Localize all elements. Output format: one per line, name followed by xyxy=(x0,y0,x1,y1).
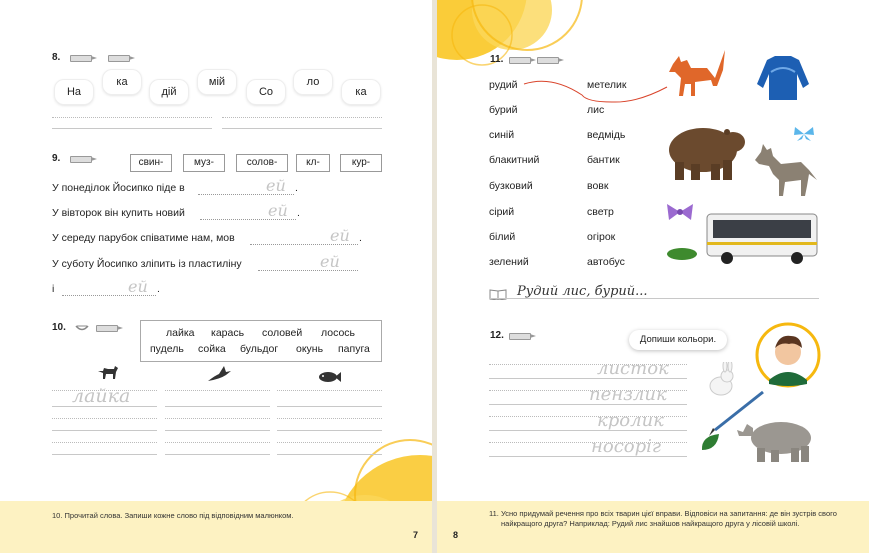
writing-line xyxy=(277,390,382,391)
color-word: сірий xyxy=(489,206,515,218)
sentence-period: . xyxy=(297,207,300,219)
writing-line xyxy=(165,418,270,419)
writing-line xyxy=(52,442,157,443)
page-number: 8 xyxy=(453,530,459,540)
ex11-number: 11. xyxy=(490,54,504,65)
bus-image xyxy=(703,208,821,266)
syllable-box: солов- xyxy=(236,154,288,172)
page-number: 7 xyxy=(413,530,419,540)
object-word: светр xyxy=(587,206,614,218)
pencil-icon xyxy=(96,325,118,332)
writing-line xyxy=(489,298,819,299)
footer-instruction-line1: 11. Усно придумай речення про всіх тварин цієї вправи. Відповіси на запитання: де він зустрів свого xyxy=(489,509,837,518)
handwritten-word: кролик xyxy=(597,410,664,431)
sentence-period: . xyxy=(157,283,160,295)
color-word: бурий xyxy=(489,104,518,116)
handwritten-example: Рудий лис, бурий... xyxy=(517,284,648,299)
writing-line xyxy=(277,454,382,455)
writing-line xyxy=(277,418,382,419)
syllable-box: муз- xyxy=(183,154,225,172)
dog-icon xyxy=(95,363,119,383)
sentence-period: . xyxy=(359,232,362,244)
writing-line xyxy=(52,430,157,431)
footer-instruction-line2: найкращого друга? Наприклад: Рудий лис знайшов найкращого друга у лісовій школі. xyxy=(501,519,800,528)
boy-avatar xyxy=(755,322,821,388)
writing-line xyxy=(165,430,270,431)
object-word: лис xyxy=(587,104,605,116)
pencil-icon xyxy=(108,55,130,62)
color-word: синій xyxy=(489,129,515,141)
wolf-image xyxy=(751,140,819,198)
writing-line xyxy=(165,442,270,443)
handwritten-sample: лайка xyxy=(72,385,131,407)
writing-line xyxy=(222,128,382,129)
word: папуга xyxy=(338,343,370,355)
object-word: автобус xyxy=(587,256,625,268)
pencil-icon xyxy=(509,333,531,340)
object-word: огірок xyxy=(587,231,616,243)
handwritten-ending: ей xyxy=(128,277,148,296)
handwritten-ending: ей xyxy=(268,201,288,220)
syllable-card: мій xyxy=(198,70,236,94)
page-footer xyxy=(437,501,869,553)
word: сойка xyxy=(198,343,226,355)
fox-image xyxy=(665,40,727,102)
word: соловей xyxy=(262,327,303,339)
word: бульдог xyxy=(240,343,279,355)
bird-icon xyxy=(206,363,232,385)
writing-line xyxy=(277,406,382,407)
left-page xyxy=(0,0,432,553)
writing-line xyxy=(52,454,157,455)
pencil-icon xyxy=(537,57,559,64)
color-word: білий xyxy=(489,231,516,243)
bow-image xyxy=(665,202,695,222)
fish-icon xyxy=(318,370,342,384)
syllable-card: Со xyxy=(247,80,285,104)
pencil-icon xyxy=(509,57,531,64)
pencil-icon xyxy=(70,55,92,62)
right-page xyxy=(437,0,869,553)
writing-line xyxy=(222,117,382,118)
footer-instruction: 10. Прочитай слова. Запиши кожне слово під відповідним малюнком. xyxy=(52,511,294,520)
match-lines xyxy=(522,75,672,115)
reading-lips-icon xyxy=(74,323,90,333)
cucumber-image xyxy=(665,246,699,262)
fill-blank xyxy=(258,270,358,271)
rhino-image xyxy=(735,414,819,464)
handwritten-ending: ей xyxy=(320,252,340,271)
writing-line xyxy=(52,418,157,419)
writing-line xyxy=(52,117,212,118)
writing-line xyxy=(52,128,212,129)
object-word: бантик xyxy=(587,154,620,166)
bear-image xyxy=(665,120,747,182)
handwritten-word: носоріг xyxy=(591,436,661,457)
writing-line xyxy=(165,454,270,455)
syllable-card: дій xyxy=(150,80,188,104)
word: пудель xyxy=(150,343,184,355)
sentence: У середу парубок співатиме нам, мов xyxy=(52,232,235,244)
syllable-box: кур- xyxy=(340,154,382,172)
handwritten-ending: ей xyxy=(330,226,350,245)
handwritten-word: пензлик xyxy=(589,384,667,405)
pencil-icon xyxy=(70,156,92,163)
word: лайка xyxy=(166,327,195,339)
object-word: метелик xyxy=(587,79,627,91)
writing-line xyxy=(277,442,382,443)
syllable-card: На xyxy=(55,80,93,104)
syllable-card: ка xyxy=(342,80,380,104)
handwritten-ending: ей xyxy=(266,176,286,195)
sentence: У вівторок він купить новий xyxy=(52,207,185,219)
sentence-period: . xyxy=(295,182,298,194)
ex10-number: 10. xyxy=(52,322,66,333)
word: лосось xyxy=(321,327,356,339)
color-word: бузковий xyxy=(489,180,533,192)
speech-bubble: Допиши кольори. xyxy=(629,330,727,350)
writing-line xyxy=(165,406,270,407)
syllable-card: ка xyxy=(103,70,141,94)
ex8-number: 8. xyxy=(52,52,61,63)
page-footer xyxy=(0,501,432,553)
color-word: блакитний xyxy=(489,154,540,166)
writing-line xyxy=(277,430,382,431)
word: окунь xyxy=(296,343,324,355)
ex9-number: 9. xyxy=(52,153,61,164)
writing-line xyxy=(165,390,270,391)
sentence: і xyxy=(52,283,55,295)
word: карась xyxy=(211,327,245,339)
sentence: У суботу Йосипко зліпить із пластиліну xyxy=(52,258,242,270)
syllable-box: кл- xyxy=(296,154,330,172)
color-word: зелений xyxy=(489,256,529,268)
handwritten-word: листок xyxy=(597,358,669,379)
object-word: вовк xyxy=(587,180,609,192)
syllable-box: свин- xyxy=(130,154,172,172)
sweater-image xyxy=(755,52,811,102)
object-word: ведмідь xyxy=(587,129,626,141)
ex12-number: 12. xyxy=(490,330,504,341)
syllable-card: ло xyxy=(294,70,332,94)
sentence: У понеділок Йосипко піде в xyxy=(52,182,185,194)
leaf-image xyxy=(699,432,721,454)
color-word: рудий xyxy=(489,79,518,91)
